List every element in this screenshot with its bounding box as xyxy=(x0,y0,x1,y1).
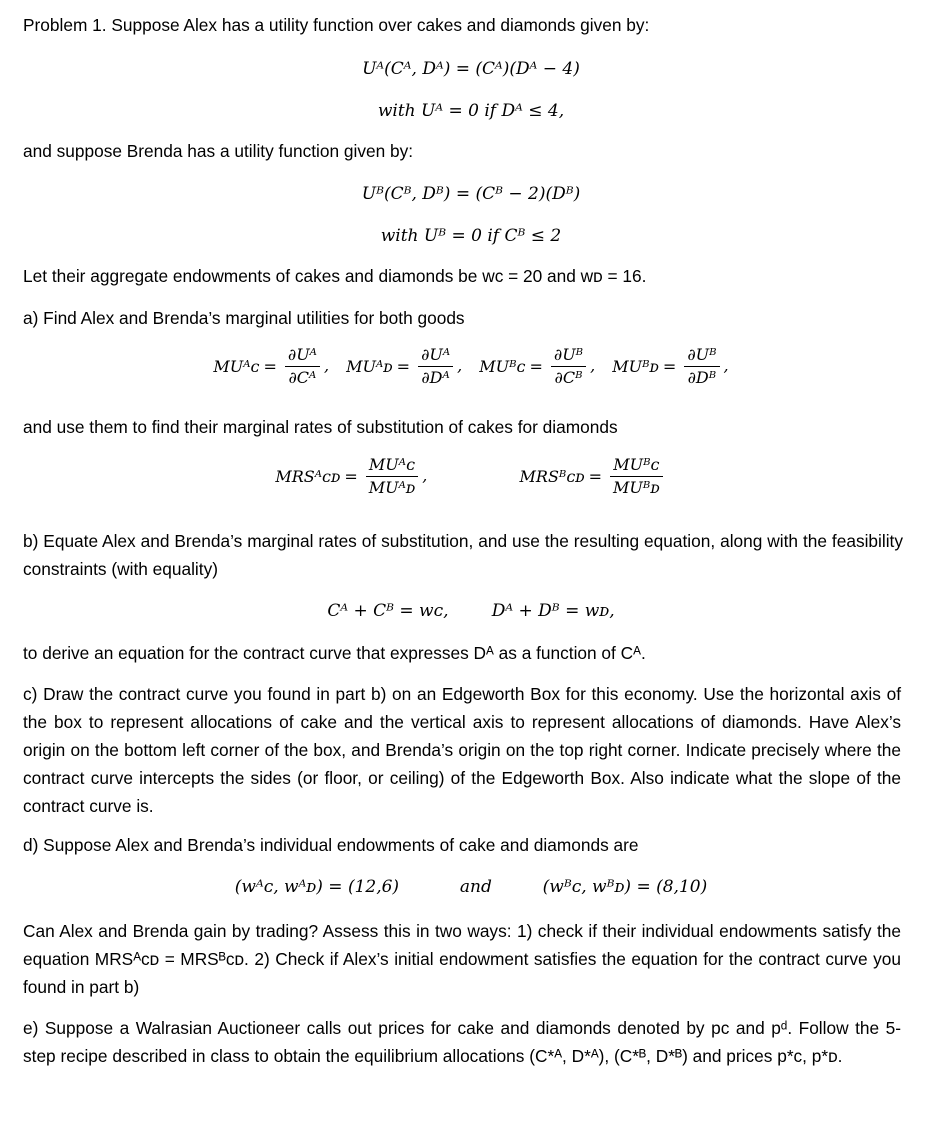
individual-endowments xyxy=(0,873,942,901)
problem-intro: Problem 1. Suppose Alex has a utility function over cakes and diamonds given by: xyxy=(23,15,650,35)
marginal-utility-row xyxy=(0,344,942,389)
part-d-text-2: Can Alex and Brenda gain by trading? Assess this in two ways: 1) check if their individual endowments satisfy the equation MRSᴬᴄᴅ = MRSᴮᴄᴅ. 2) Check if Alex’s initial endowment satisfies the equation for the contract curve you found in part b) xyxy=(23,921,901,997)
alex-endowment: (wᴬᴄ, wᴬᴅ) = (12,6) xyxy=(234,877,400,897)
mrs-alex: MRSᴬᴄᴅ = $\frac{\text{MUᴬᴄ}}{\text{MUᴬᴅ}}$ , xyxy=(275,455,428,497)
feasibility-constraints: Cᴬ + Cᴮ = wᴄ, Dᴬ + Dᴮ = wᴅ, xyxy=(327,601,615,621)
part-b-text-2: to derive an equation for the contract curve that expresses Dᴬ as a function of Cᴬ. xyxy=(23,643,646,663)
mrs-row xyxy=(0,454,942,499)
and-word: and xyxy=(459,877,492,897)
mu-brenda-cake: MUᴮᴄ = $\frac{\text{∂Uᴮ}}{\text{∂Cᴮ}}$ , xyxy=(479,345,596,387)
brenda-utility-equation: Uᴮ(Cᴮ, Dᴮ) = (Cᴮ − 2)(Dᴮ) xyxy=(361,184,581,204)
alex-utility-equation: Uᴬ(Cᴬ, Dᴬ) = (Cᴬ)(Dᴬ − 4) xyxy=(362,59,580,79)
brenda-endowment: (wᴮᴄ, wᴮᴅ) = (8,10) xyxy=(542,877,708,897)
aggregate-endowments: Let their aggregate endowments of cakes and diamonds be wᴄ = 20 and wᴅ = 16. xyxy=(23,266,647,286)
part-c-text: c) Draw the contract curve you found in part b) on an Edgeworth Box for this economy. Use the horizontal axis of the box to represent allocations of cake and the vertical axis to represent allocations of diamonds. Have Alex’s origin on the bottom left corner of the box, and Brenda’s origin on the top right corner. Indicate precisely where the contract curve intercepts the sides (or floor, or ceiling) of the Edgeworth Box. Also indicate what the slope of the contract curve is. xyxy=(23,684,901,816)
part-d-text: d) Suppose Alex and Brenda’s individual endowments of cake and diamonds are xyxy=(23,835,639,855)
brenda-intro: and suppose Brenda has a utility function given by: xyxy=(23,141,414,161)
brenda-utility-condition: with Uᴮ = 0 if Cᴮ ≤ 2 xyxy=(380,226,562,246)
mrs-brenda: MRSᴮᴄᴅ = $\frac{\text{MUᴮᴄ}}{\text{MUᴮᴅ}}$ xyxy=(520,454,667,499)
part-b-text: b) Equate Alex and Brenda’s marginal rates of substitution, and use the resulting equation, along with the feasibility constraints (with equality) xyxy=(23,531,903,579)
mu-alex-cake: MUᴬᴄ = $\frac{\text{∂Uᴬ}}{\text{∂Cᴬ}}$ , xyxy=(213,345,330,387)
mu-alex-diamond: MUᴬᴅ = $\frac{\text{∂Uᴬ}}{\text{∂Dᴬ}}$ , xyxy=(346,345,463,387)
alex-utility-condition: with Uᴬ = 0 if Dᴬ ≤ 4, xyxy=(377,101,565,121)
part-e-text: e) Suppose a Walrasian Auctioneer calls out prices for cake and diamonds denoted by pᴄ and pᵈ. Follow the 5-step recipe described in class to obtain the equilibrium allocations (C*ᴬ, D*ᴬ), (C*ᴮ, D*ᴮ) and prices p*ᴄ, p*ᴅ. xyxy=(23,1018,901,1066)
mu-brenda-diamond: MUᴮᴅ = $\frac{\text{∂Uᴮ}}{\text{∂Dᴮ}}$ , xyxy=(612,345,729,387)
part-a-text: a) Find Alex and Brenda’s marginal utilities for both goods xyxy=(23,308,465,328)
part-a-text-2: and use them to find their marginal rates of substitution of cakes for diamonds xyxy=(23,417,618,437)
